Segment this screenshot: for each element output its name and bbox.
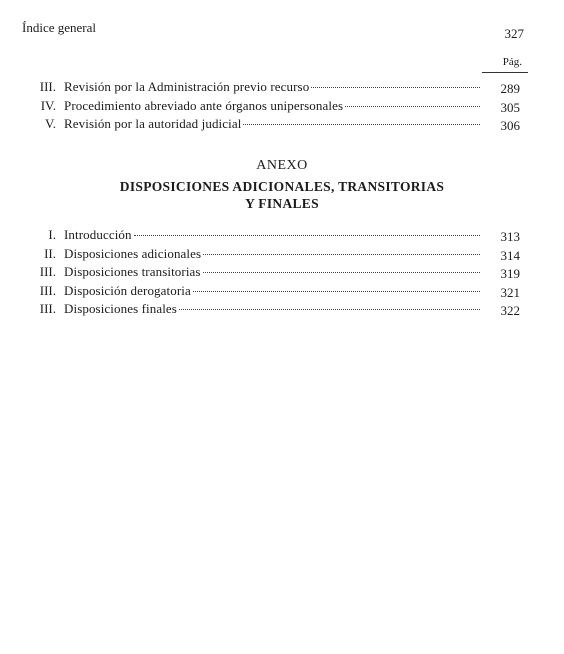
toc-entry-title: Disposiciones adicionales: [64, 245, 202, 261]
toc-entry-numeral: III.: [39, 79, 56, 94]
toc-entry-title: Procedimiento abreviado ante órganos unipersonales: [64, 97, 344, 113]
toc-entry-body: [64, 245, 480, 264]
toc-entry-numeral: III.: [39, 282, 56, 298]
toc-entry-page: 314: [500, 247, 520, 263]
toc-entry-body: [64, 263, 480, 282]
toc-entry-title: Disposición derogatoria: [64, 282, 191, 298]
toc-entry-numeral: V.: [45, 116, 56, 131]
toc-entry-body: [64, 115, 480, 134]
toc-entry: [0, 226, 564, 245]
toc-entry-numeral: III.: [39, 264, 56, 279]
toc-entry: [0, 115, 564, 134]
toc-entry-title: Introducción: [64, 227, 132, 242]
toc-section-list: [0, 78, 564, 134]
toc-entry-numeral: IV.: [40, 97, 56, 113]
toc-entry-numeral: I.: [48, 227, 56, 242]
annex-subheading-line: DISPOSICIONES ADICIONALES, TRANSITORIAS: [119, 179, 445, 194]
toc-entry-title: Revisión por la Administración previo recurso: [64, 79, 310, 94]
toc-entry-title: Disposiciones transitorias: [64, 264, 201, 279]
annex-subheading-line: Y FINALES: [245, 196, 319, 211]
toc-entry-numeral: II.: [44, 245, 56, 261]
toc-entry-page: 319: [500, 266, 520, 281]
annex-subheading: [60, 178, 504, 212]
toc-entry-body: [64, 300, 480, 319]
toc-entry: [0, 78, 564, 97]
toc-entry: [0, 300, 564, 319]
toc-entry-page: 289: [500, 81, 520, 96]
toc-annex-list: [0, 226, 564, 319]
toc-dot-leader: [179, 309, 480, 310]
toc-dot-leader: [203, 254, 480, 255]
toc-entry-body: [64, 97, 480, 116]
toc-entry: [0, 282, 564, 301]
toc-entry-page: 321: [500, 284, 520, 300]
toc-entry-title: Disposiciones finales: [64, 301, 177, 316]
page-column-label: Pág.: [502, 56, 522, 68]
toc-dot-leader: [203, 272, 480, 273]
toc-entry-body: [64, 226, 480, 245]
toc-dot-leader: [345, 106, 480, 107]
toc-entry-body: [64, 78, 480, 97]
toc-dot-leader: [243, 124, 480, 125]
toc-dot-leader: [193, 291, 480, 292]
annex-heading: ANEXO: [256, 158, 308, 173]
toc-entry-page: 305: [500, 99, 520, 115]
page-column-rule: [482, 72, 528, 73]
toc-entry-numeral: III.: [39, 301, 56, 316]
toc-entry: [0, 263, 564, 282]
page-number: 327: [504, 26, 524, 41]
toc-entry-body: [64, 282, 480, 301]
toc-entry-page: 322: [500, 303, 520, 318]
toc-entry: [0, 97, 564, 116]
toc-entry-title: Revisión por la autoridad judicial: [64, 116, 242, 131]
toc-entry-page: 313: [500, 229, 520, 244]
toc-dot-leader: [134, 235, 480, 236]
toc-entry: [0, 245, 564, 264]
toc-dot-leader: [311, 87, 480, 88]
toc-entry-page: 306: [500, 118, 520, 133]
running-head: Índice general: [22, 20, 96, 35]
